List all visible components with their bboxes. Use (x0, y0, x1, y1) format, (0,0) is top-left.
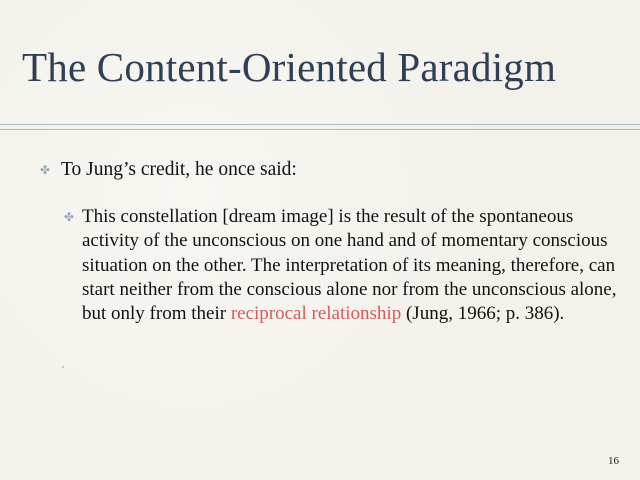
stray-dot (62, 366, 64, 368)
bullet-item-level2-quote (64, 205, 624, 326)
bullet-icon: ✤ (40, 163, 51, 177)
title-divider-bottom (0, 129, 640, 130)
quote-citation: (Jung, 1966; p. 386). (401, 303, 565, 325)
quote-highlight: reciprocal relationship (230, 303, 402, 325)
page-number: 16 (608, 455, 619, 467)
bullet-text: To Jung’s credit, he once said: (61, 159, 297, 180)
title-divider-top (0, 124, 640, 125)
quote-text-main: This constellation [dream image] is the result of the spontaneous activity of the unconscious on one hand and of momentary conscious situation on the other. The interpretation of its meaning, therefore, can start neither from the conscious alone nor from the unconscious alone, but only from their (82, 206, 617, 325)
bullet-item-level1 (40, 157, 297, 183)
quote-text (82, 205, 624, 326)
slide-title: The Content-Oriented Paradigm (22, 44, 557, 90)
bullet-icon: ✤ (64, 210, 75, 224)
